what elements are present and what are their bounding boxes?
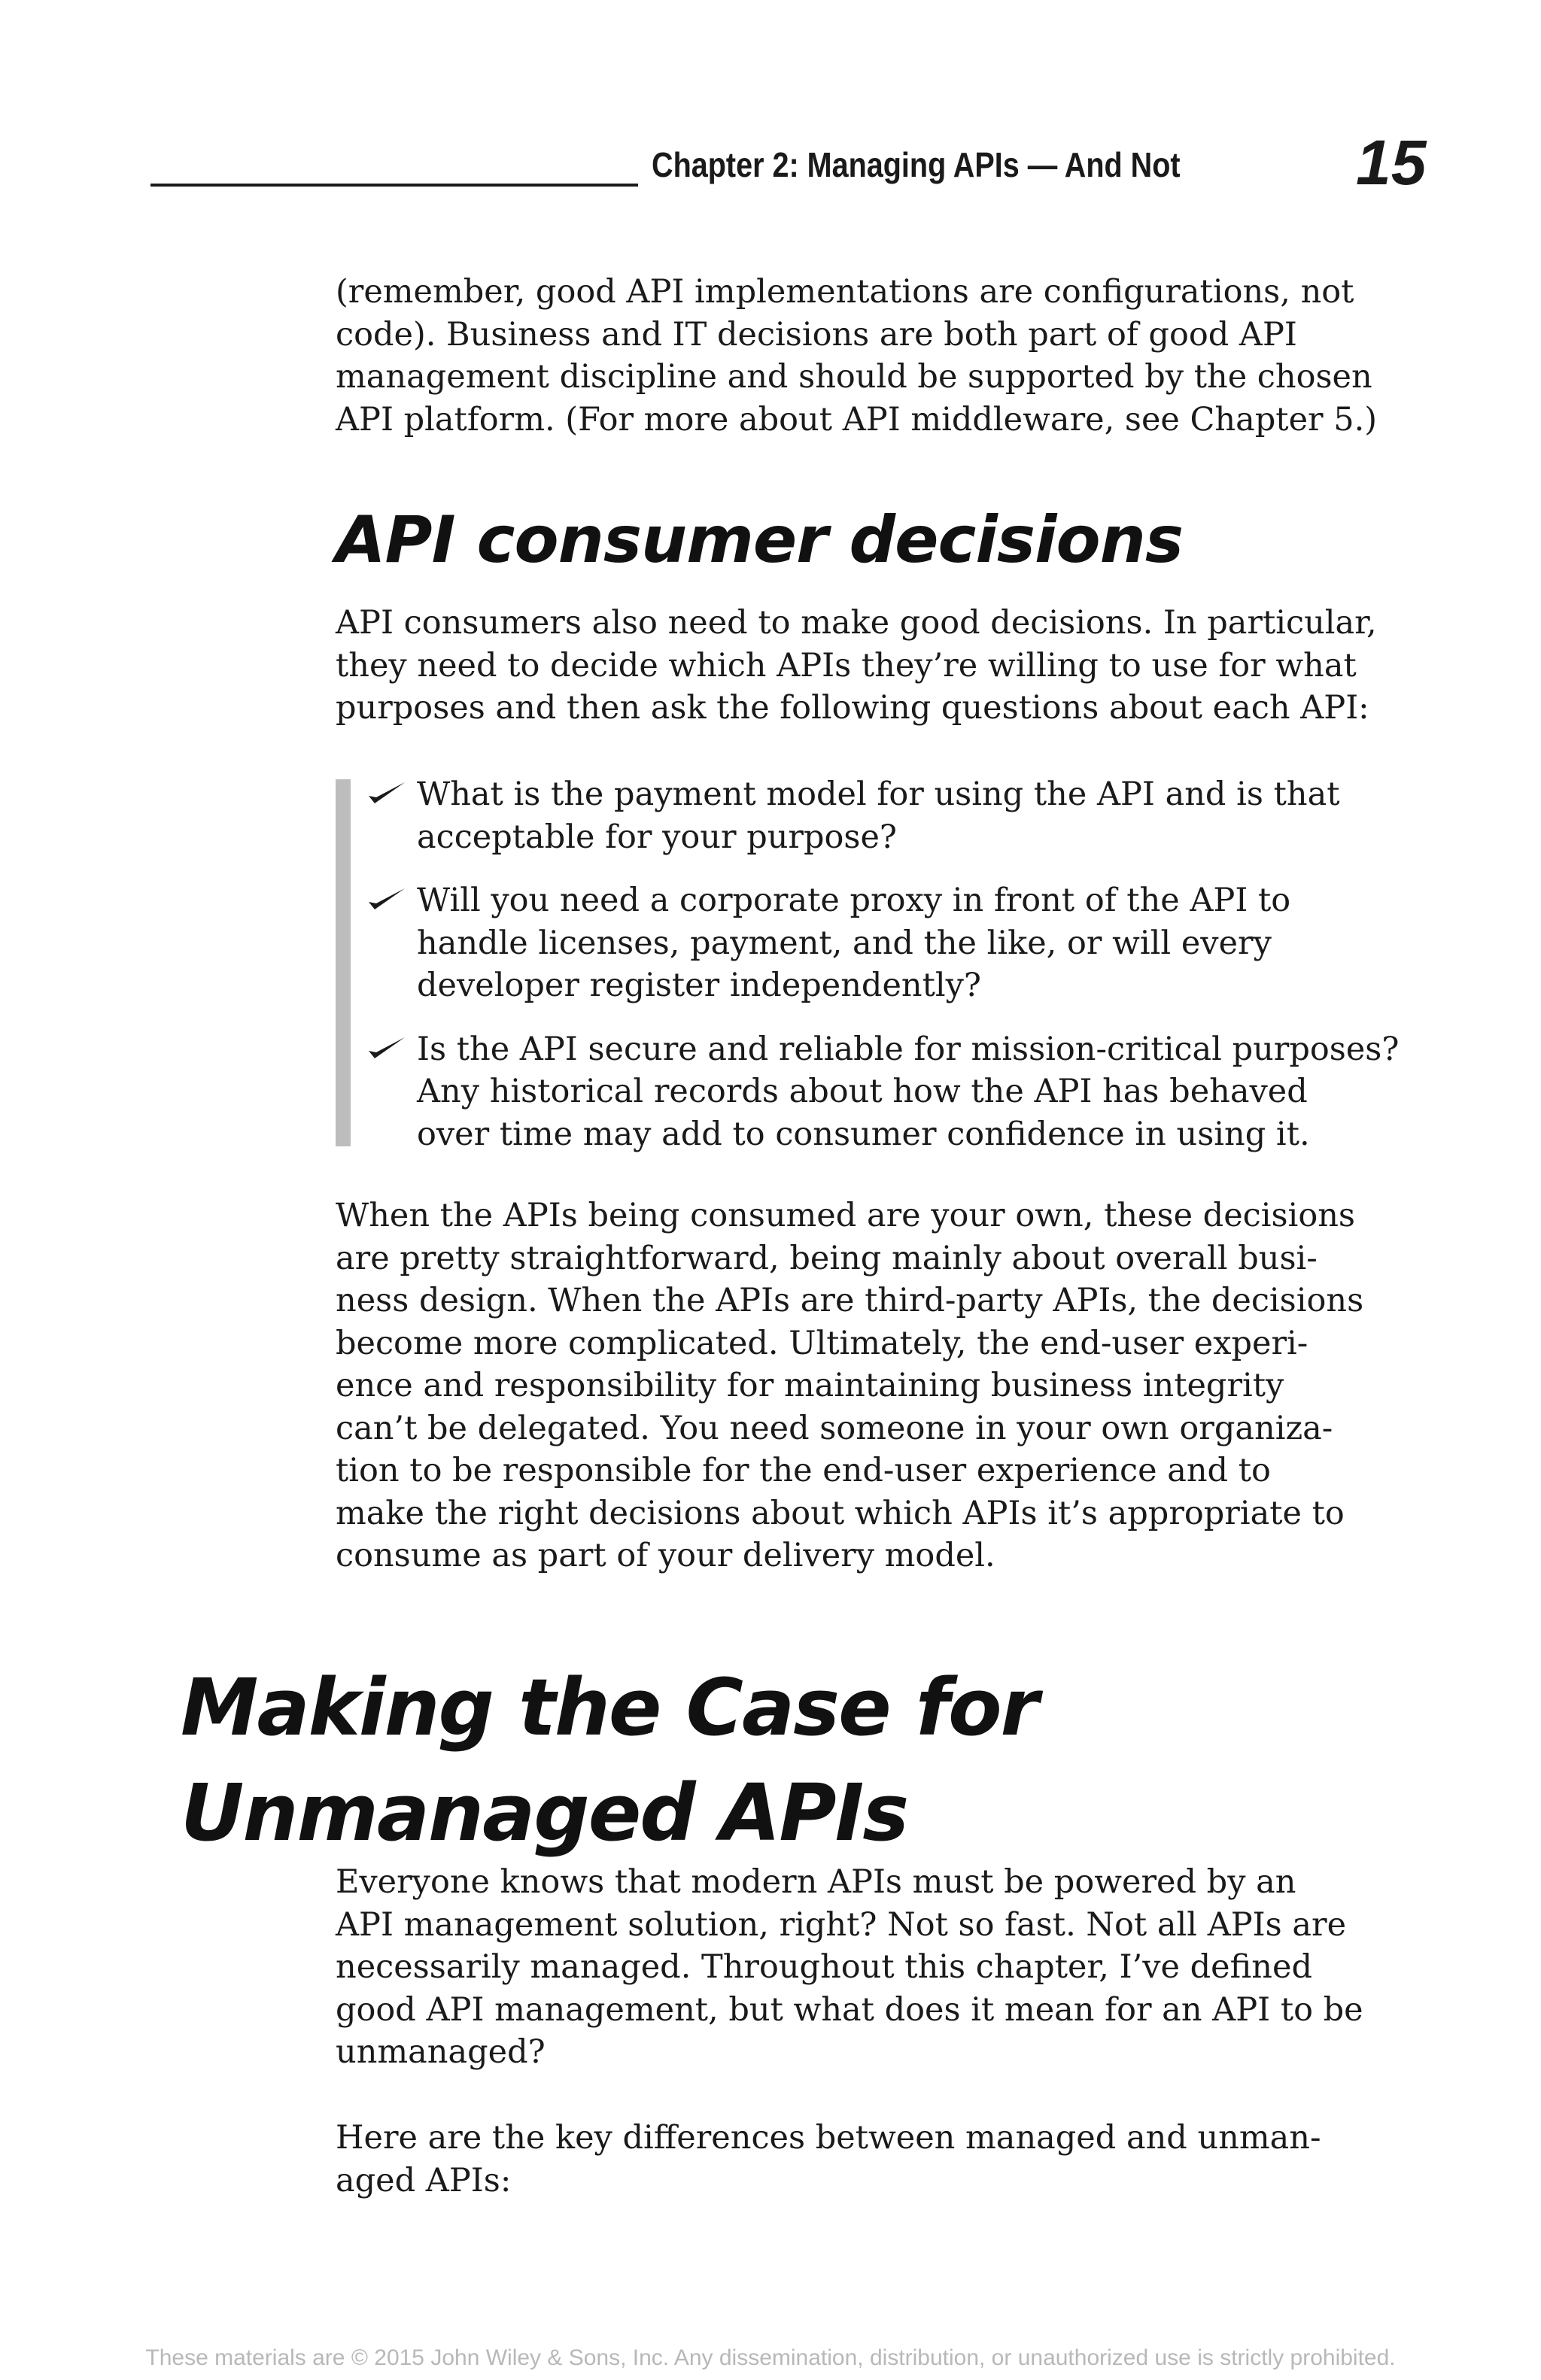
checkmark-icon [366,884,408,914]
checkmark-icon [366,1033,408,1063]
text-line: API platform. (For more about API middleware, see Chapter 5.) [336,400,1378,439]
heading-line: Making the Case for [181,1662,1038,1753]
text-line: can’t be delegated. You need someone in your own organiza- [336,1409,1333,1447]
text-line: developer register independently? [417,967,981,1004]
copyright-footer: These materials are © 2015 John Wiley & Sons, Inc. Any dissemination, distribution, or unauthorized use is strictly prohibited. [145,2345,1396,2370]
intro-paragraph [336,271,1389,441]
consumer-questions-list [366,773,1404,1176]
text-line: code). Business and IT decisions are both part of good API [336,315,1297,354]
text-line: purposes and then ask the following questions about each API: [336,689,1369,727]
list-item [366,1028,1404,1156]
text-line: make the right decisions about which APIs it’s appropriate to [336,1494,1345,1532]
text-line: management discipline and should be supported by the chosen [336,358,1372,396]
text-line: Is the API secure and reliable for mission-critical purposes? [417,1030,1400,1068]
text-line: consume as part of your delivery model. [336,1537,995,1574]
section-heading-unmanaged-apis [181,1655,1038,1865]
text-line: When the APIs being consumed are your own, these decisions [336,1197,1355,1234]
text-line: ness design. When the APIs are third-party APIs, the decisions [336,1282,1364,1319]
checkmark-icon [366,778,408,808]
text-line: Here are the key differences between managed and unman- [336,2119,1321,2157]
text-line: handle licenses, payment, and the like, or will every [417,924,1272,962]
text-line: they need to decide which APIs they’re willing to use for what [336,646,1357,685]
text-line: What is the payment model for using the API and is that [417,776,1340,813]
page-number: 15 [1356,127,1427,198]
header-rule [150,184,638,187]
text-line: become more complicated. Ultimately, the end-user experi- [336,1324,1308,1362]
heading-line: Unmanaged APIs [181,1767,908,1859]
text-line: ence and responsibility for maintaining business integrity [336,1367,1284,1404]
text-line: unmanaged? [336,2033,546,2071]
bullet-list-sidebar [336,779,351,1146]
text-line: API management solution, right? Not so fast. Not all APIs are [336,1905,1347,1944]
chapter-title: Chapter 2: Managing APIs — And Not [652,145,1181,184]
consumer-closing-paragraph [336,1195,1389,1577]
unmanaged-paragraph-2 [336,2117,1389,2202]
list-item [366,879,1404,1007]
unmanaged-paragraph-1 [336,1861,1389,2074]
consumer-intro-paragraph [336,602,1389,730]
text-line: Any historical records about how the API has behaved [417,1073,1308,1110]
text-line: good API management, but what does it mean for an API to be [336,1990,1363,2029]
list-item [366,773,1404,858]
text-line: Everyone knows that modern APIs must be powered by an [336,1863,1296,1901]
text-line: acceptable for your purpose? [417,818,897,856]
text-line: aged APIs: [336,2161,512,2199]
section-heading-consumer-decisions: API consumer decisions [336,502,1184,578]
text-line: are pretty straightforward, being mainly about overall busi- [336,1239,1318,1277]
text-line: necessarily managed. Throughout this chapter, I’ve defined [336,1948,1312,1986]
text-line: (remember, good API implementations are configurations, not [336,273,1354,311]
text-line: over time may add to consumer confidence in using it. [417,1115,1310,1153]
text-line: tion to be responsible for the end-user experience and to [336,1452,1271,1489]
text-line: API consumers also need to make good decisions. In particular, [336,604,1377,642]
text-line: Will you need a corporate proxy in front of the API to [417,882,1291,919]
